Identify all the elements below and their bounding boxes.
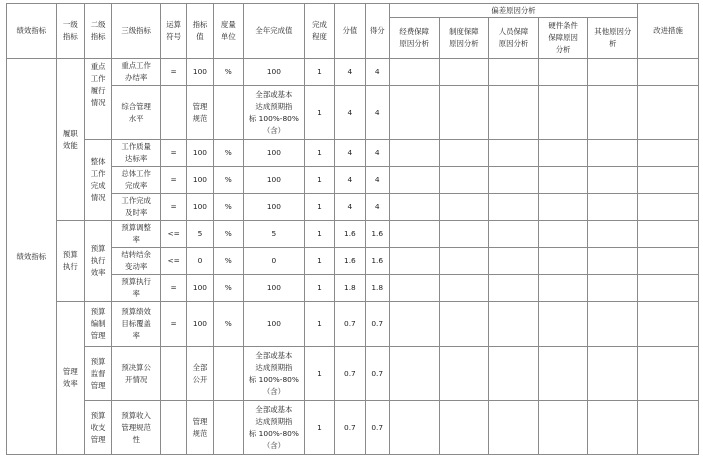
deviation-cell <box>389 248 439 275</box>
text-line: 工作 <box>90 74 106 83</box>
deviation-cell <box>588 59 638 86</box>
deviation-cell <box>389 221 439 248</box>
deviation-cell <box>439 194 489 221</box>
text-line: 100 <box>266 319 281 328</box>
text-line: 其他原因分 <box>594 27 632 36</box>
level3-cell <box>112 59 161 86</box>
level1-cell <box>56 302 84 455</box>
text-line: 整体 <box>90 157 106 166</box>
text-line: 办结率 <box>125 73 148 82</box>
text-line: 原因分析 <box>449 39 479 48</box>
unit-cell: % <box>213 59 243 86</box>
deviation-cell <box>439 248 489 275</box>
text-line: 指标 <box>192 20 208 29</box>
deviation-cell <box>489 347 539 401</box>
score-value-cell: 4 <box>335 194 365 221</box>
table-row <box>7 347 699 401</box>
deviation-cell <box>538 194 588 221</box>
text-line: 全部或基本 <box>255 350 293 360</box>
target-cell <box>187 275 213 302</box>
text-line: 管理 <box>192 416 208 426</box>
level1-cell <box>56 59 84 221</box>
annual-cell <box>244 194 305 221</box>
text-line: 预算 <box>90 307 106 316</box>
annual-cell <box>244 221 305 248</box>
text-line: 0 <box>271 256 277 265</box>
deviation-cell <box>389 59 439 86</box>
deviation-cell <box>588 302 638 347</box>
annual-cell <box>244 302 305 347</box>
level2-cell <box>85 59 112 140</box>
improve-cell <box>638 302 699 347</box>
deviation-cell <box>389 347 439 401</box>
deviation-cell <box>389 194 439 221</box>
degree-cell: 1 <box>304 275 334 302</box>
target-cell <box>187 86 213 140</box>
header-score-value: 分值 <box>335 4 365 59</box>
text-line: 100 <box>266 148 281 157</box>
deviation-cell <box>439 167 489 194</box>
level3-cell <box>112 221 161 248</box>
score-cell: 4 <box>365 86 389 140</box>
degree-cell: 1 <box>304 221 334 248</box>
improve-cell <box>638 248 699 275</box>
unit-cell: % <box>213 302 243 347</box>
improve-cell <box>638 167 699 194</box>
text-line: 完成率 <box>125 181 148 190</box>
text-line: 编制 <box>90 319 106 328</box>
text-line: 100 <box>192 175 208 184</box>
text-line: 率 <box>132 289 140 298</box>
deviation-cell <box>489 167 539 194</box>
text-line: 预决算公 <box>121 362 151 372</box>
header-operator <box>160 4 186 59</box>
target-cell <box>187 401 213 455</box>
degree-cell: 1 <box>304 302 334 347</box>
text-line: 制度保障 <box>449 27 479 36</box>
score-cell: 1.6 <box>365 248 389 275</box>
annual-cell <box>244 248 305 275</box>
text-line: 综合管理 <box>121 101 151 111</box>
text-line: 管理 <box>90 331 106 340</box>
text-line: 总体工作 <box>121 169 151 178</box>
score-cell: 0.7 <box>365 302 389 347</box>
degree-cell: 1 <box>304 59 334 86</box>
improve-cell <box>638 401 699 455</box>
operator-cell <box>160 347 186 401</box>
text-line: 符号 <box>166 32 182 41</box>
text-line: 履行 <box>90 86 106 95</box>
deviation-cell <box>439 401 489 455</box>
target-cell <box>187 221 213 248</box>
text-line: 规范 <box>192 428 208 438</box>
text-line: 预算调整 <box>121 223 151 232</box>
deviation-cell <box>489 401 539 455</box>
table-row <box>7 140 699 167</box>
score-value-cell: 0.7 <box>335 347 365 401</box>
deviation-cell <box>489 248 539 275</box>
text-line: 规范 <box>192 113 208 123</box>
text-line: 履职 <box>62 128 78 138</box>
unit-cell: % <box>213 221 243 248</box>
operator-cell: <= <box>160 248 186 275</box>
header-deviation-col <box>439 18 489 59</box>
text-line: 100 <box>192 148 208 157</box>
unit-cell: % <box>213 140 243 167</box>
text-line: 收支 <box>90 422 106 432</box>
text-line: 重点工作 <box>121 61 151 70</box>
deviation-cell <box>489 140 539 167</box>
operator-cell: = <box>160 140 186 167</box>
level2-cell <box>85 302 112 347</box>
text-line: 执行 <box>62 262 78 271</box>
deviation-cell <box>538 248 588 275</box>
target-cell <box>187 194 213 221</box>
header-deviation-col <box>389 18 439 59</box>
degree-cell: 1 <box>304 167 334 194</box>
text-line: 管理 <box>90 434 106 444</box>
unit-cell: % <box>213 248 243 275</box>
deviation-cell <box>389 302 439 347</box>
score-value-cell: 4 <box>335 59 365 86</box>
level2-cell <box>85 401 112 455</box>
deviation-cell <box>439 347 489 401</box>
text-line: 工作质量 <box>121 142 151 151</box>
header-target <box>187 4 213 59</box>
text-line: 公开 <box>192 374 208 384</box>
header-improve: 改进措施 <box>638 4 699 59</box>
annual-cell <box>244 275 305 302</box>
text-line: 管理 <box>62 367 78 376</box>
deviation-cell <box>538 302 588 347</box>
text-line: 工作 <box>90 169 106 178</box>
text-line: 运算 <box>166 20 182 29</box>
level2-cell <box>85 221 112 302</box>
deviation-cell <box>538 167 588 194</box>
text-line: 标 100%-80% <box>248 428 299 438</box>
operator-cell: = <box>160 194 186 221</box>
text-line: 达成预期指 <box>255 362 293 372</box>
text-line: 100 <box>192 202 208 211</box>
performance-table <box>6 3 699 455</box>
text-line: 指标 <box>90 32 106 41</box>
deviation-cell <box>588 275 638 302</box>
score-value-cell: 1.8 <box>335 275 365 302</box>
text-line: 水平 <box>128 113 144 123</box>
deviation-cell <box>489 302 539 347</box>
table-row <box>7 302 699 347</box>
score-cell: 4 <box>365 140 389 167</box>
deviation-cell <box>538 140 588 167</box>
level3-cell <box>112 86 161 140</box>
degree-cell: 1 <box>304 86 334 140</box>
deviation-cell <box>538 275 588 302</box>
unit-cell <box>213 347 243 401</box>
header-deviation-col <box>538 18 588 59</box>
deviation-cell <box>588 140 638 167</box>
level2-cell <box>85 347 112 401</box>
improve-cell <box>638 194 699 221</box>
deviation-cell <box>439 140 489 167</box>
text-line: 经费保障 <box>399 27 429 36</box>
text-line: 值 <box>196 32 204 41</box>
deviation-cell <box>389 86 439 140</box>
text-line: 情况 <box>90 193 106 202</box>
deviation-cell <box>588 221 638 248</box>
level1-cell <box>56 221 84 302</box>
target-cell <box>187 347 213 401</box>
improve-cell <box>638 221 699 248</box>
level3-cell <box>112 302 161 347</box>
deviation-cell <box>588 401 638 455</box>
deviation-cell <box>489 86 539 140</box>
score-cell: 0.7 <box>365 347 389 401</box>
deviation-cell <box>489 221 539 248</box>
deviation-cell <box>588 347 638 401</box>
annual-cell <box>244 140 305 167</box>
deviation-cell <box>489 59 539 86</box>
text-line: 完成 <box>312 20 327 29</box>
score-value-cell: 4 <box>335 140 365 167</box>
deviation-cell <box>389 167 439 194</box>
score-cell: 4 <box>365 194 389 221</box>
text-line: 一级 <box>62 20 78 29</box>
text-line: 管理 <box>192 101 208 111</box>
deviation-cell <box>389 140 439 167</box>
table-row <box>7 221 699 248</box>
text-line: （含） <box>262 125 285 135</box>
text-line: 率 <box>132 235 140 244</box>
text-line: 100 <box>266 175 281 184</box>
deviation-cell <box>588 167 638 194</box>
deviation-cell <box>439 221 489 248</box>
text-line: 100 <box>266 283 281 292</box>
text-line: 全部或基本 <box>255 89 293 99</box>
text-line: 100 <box>192 67 208 76</box>
text-line: 100 <box>266 67 281 76</box>
text-line: 人员保障 <box>498 27 529 36</box>
degree-cell: 1 <box>304 194 334 221</box>
text-line: 100 <box>266 202 281 211</box>
level2-cell <box>85 140 112 221</box>
level3-cell <box>112 347 161 401</box>
text-line: 达成预期指 <box>255 101 293 111</box>
header-deviation: 偏差原因分析 <box>389 4 637 18</box>
unit-cell: % <box>213 275 243 302</box>
deviation-cell <box>489 275 539 302</box>
score-value-cell: 0.7 <box>335 401 365 455</box>
operator-cell <box>160 401 186 455</box>
text-line: 预算收入 <box>121 410 151 420</box>
text-line: 单位 <box>220 32 236 41</box>
text-line: 目标覆盖 <box>121 319 151 328</box>
degree-cell: 1 <box>304 140 334 167</box>
text-line: 情况 <box>90 98 106 107</box>
header-unit <box>213 4 243 59</box>
level3-cell <box>112 275 161 302</box>
deviation-cell <box>439 59 489 86</box>
text-line: 达成预期指 <box>255 416 293 426</box>
operator-cell: = <box>160 275 186 302</box>
unit-cell: % <box>213 194 243 221</box>
text-line: 0 <box>197 256 203 265</box>
deviation-cell <box>588 248 638 275</box>
score-value-cell: 1.6 <box>335 221 365 248</box>
score-value-cell: 0.7 <box>335 302 365 347</box>
improve-cell <box>638 275 699 302</box>
annual-cell <box>244 59 305 86</box>
text-line: 析 <box>609 39 617 48</box>
text-line: 全部 <box>192 362 208 372</box>
text-line: 预算 <box>90 410 106 420</box>
text-line: 效能 <box>62 140 78 150</box>
text-line: 执行 <box>90 256 106 265</box>
text-line: 原因分析 <box>399 39 429 48</box>
unit-cell: % <box>213 167 243 194</box>
text-line: 管理 <box>90 380 106 390</box>
text-line: 标 100%-80% <box>248 374 299 384</box>
degree-cell: 1 <box>304 401 334 455</box>
text-line: 5 <box>197 229 203 238</box>
text-line: 监督 <box>90 368 106 378</box>
operator-cell: = <box>160 302 186 347</box>
annual-cell <box>244 167 305 194</box>
deviation-cell <box>439 302 489 347</box>
header-indicator: 绩效指标 <box>7 4 57 59</box>
score-value-cell: 4 <box>335 86 365 140</box>
text-line: 预算 <box>62 250 78 259</box>
text-line: 结转结余 <box>121 250 151 259</box>
score-value-cell: 4 <box>335 167 365 194</box>
unit-cell <box>213 86 243 140</box>
text-line: 效率 <box>62 379 78 388</box>
deviation-cell <box>389 401 439 455</box>
target-cell <box>187 140 213 167</box>
text-line: 5 <box>271 229 277 238</box>
text-line: 管理规范 <box>121 422 151 432</box>
header-level3: 三级指标 <box>112 4 161 59</box>
text-line: 完成 <box>90 181 106 190</box>
header-deviation-col <box>588 18 638 59</box>
improve-cell <box>638 140 699 167</box>
text-line: 效率 <box>90 268 106 277</box>
operator-cell: = <box>160 59 186 86</box>
text-line: （含） <box>262 440 285 450</box>
text-line: 100 <box>192 283 208 292</box>
degree-cell: 1 <box>304 248 334 275</box>
header-degree <box>304 4 334 59</box>
text-line: 100 <box>192 319 208 328</box>
deviation-cell <box>489 194 539 221</box>
degree-cell: 1 <box>304 347 334 401</box>
annual-cell <box>244 86 305 140</box>
target-cell <box>187 248 213 275</box>
target-cell <box>187 167 213 194</box>
deviation-cell <box>439 275 489 302</box>
level3-cell <box>112 401 161 455</box>
text-line: 分析 <box>555 45 571 54</box>
header-deviation-col <box>489 18 539 59</box>
text-line: 预算绩效 <box>121 307 151 316</box>
level3-cell <box>112 167 161 194</box>
deviation-cell <box>538 347 588 401</box>
text-line: 开情况 <box>125 374 148 384</box>
score-cell: 4 <box>365 167 389 194</box>
score-cell: 1.6 <box>365 221 389 248</box>
deviation-cell <box>538 221 588 248</box>
operator-cell: = <box>160 167 186 194</box>
header-level2 <box>85 4 112 59</box>
level3-cell <box>112 140 161 167</box>
text-line: 度量 <box>220 20 236 29</box>
indicator-group-cell: 绩效指标 <box>7 59 57 455</box>
text-line: 原因分析 <box>498 39 529 48</box>
unit-cell <box>213 401 243 455</box>
text-line: 预算执行 <box>121 277 151 286</box>
text-line: （含） <box>262 386 285 396</box>
score-value-cell: 1.6 <box>335 248 365 275</box>
deviation-cell <box>389 275 439 302</box>
text-line: 程度 <box>312 32 327 41</box>
table-row <box>7 401 699 455</box>
improve-cell <box>638 347 699 401</box>
text-line: 标 100%-80% <box>248 113 299 123</box>
deviation-cell <box>439 86 489 140</box>
score-cell: 0.7 <box>365 401 389 455</box>
header-annual: 全年完成值 <box>244 4 305 59</box>
table-row <box>7 59 699 86</box>
text-line: 保障原因 <box>548 33 578 42</box>
header-score: 得分 <box>365 4 389 59</box>
deviation-cell <box>538 86 588 140</box>
score-cell: 1.8 <box>365 275 389 302</box>
level3-cell <box>112 248 161 275</box>
improve-cell <box>638 86 699 140</box>
text-line: 达标率 <box>125 154 148 163</box>
annual-cell <box>244 347 305 401</box>
text-line: 全部或基本 <box>255 404 293 414</box>
text-line: 预算 <box>90 356 106 366</box>
header-level1 <box>56 4 84 59</box>
text-line: 率 <box>132 331 140 340</box>
deviation-cell <box>588 194 638 221</box>
deviation-cell <box>588 86 638 140</box>
text-line: 重点 <box>90 62 106 71</box>
text-line: 硬件条件 <box>548 21 578 30</box>
operator-cell: <= <box>160 221 186 248</box>
text-line: 预算 <box>90 244 106 253</box>
score-cell: 4 <box>365 59 389 86</box>
text-line: 及时率 <box>125 208 148 217</box>
text-line: 性 <box>132 434 140 444</box>
deviation-cell <box>538 401 588 455</box>
text-line: 指标 <box>62 32 78 41</box>
text-line: 二级 <box>90 20 106 29</box>
improve-cell <box>638 59 699 86</box>
target-cell <box>187 302 213 347</box>
target-cell <box>187 59 213 86</box>
deviation-cell <box>538 59 588 86</box>
text-line: 工作完成 <box>121 196 151 205</box>
level3-cell <box>112 194 161 221</box>
operator-cell <box>160 86 186 140</box>
text-line: 变动率 <box>125 262 148 271</box>
annual-cell <box>244 401 305 455</box>
